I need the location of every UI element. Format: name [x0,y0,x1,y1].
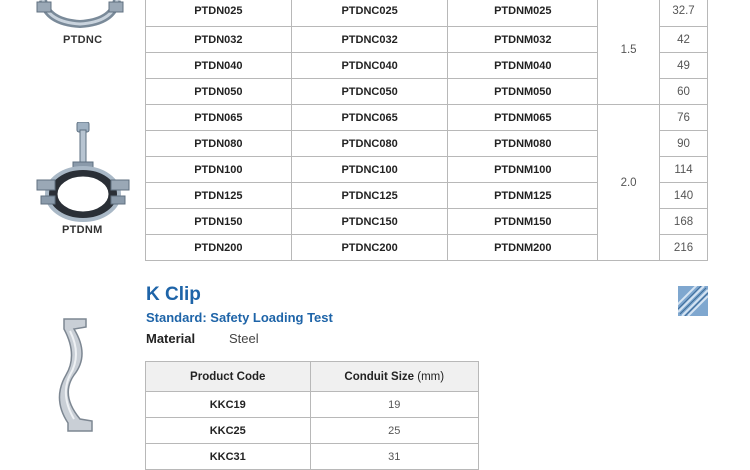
ptdnc-label: PTDNC [63,34,103,46]
ptdnc-code: PTDNC032 [291,27,448,53]
ptdnc-code: PTDNC125 [291,183,448,209]
ptdnc-clamp-image [35,0,125,30]
thickness-cell: 2.0 [598,105,660,261]
ptdnm-code: PTDNM032 [448,27,598,53]
conduit-thumbnail [678,286,708,316]
ptdnm-code: PTDNM040 [448,53,598,79]
product-code: KKC19 [146,392,311,418]
ptdn-code: PTDN125 [146,183,292,209]
ptdnc-code: PTDNC025 [291,0,448,27]
ptdnm-code: PTDNM025 [448,0,598,27]
ptdnm-code: PTDNM080 [448,131,598,157]
ptdnm-code: PTDNM065 [448,105,598,131]
pipe-size: 76 [660,105,708,131]
ptdn-code: PTDN025 [146,0,292,27]
header-conduit-size [310,362,479,392]
product-code: KKC25 [146,418,311,444]
pipe-size: 140 [660,183,708,209]
pipe-size: 60 [660,79,708,105]
ptdn-code: PTDN200 [146,235,292,261]
header-conduit-size-label: Conduit Size [344,370,415,383]
pipe-size: 168 [660,209,708,235]
material-value: Steel [229,331,259,346]
pipe-size: 114 [660,157,708,183]
ptdn-code: PTDN050 [146,79,292,105]
ptdnm-code: PTDNM100 [448,157,598,183]
kclip-image [50,315,105,437]
ptdnm-code: PTDNM200 [448,235,598,261]
product-code: KKC31 [146,444,311,470]
pipe-size: 32.7 [660,0,708,27]
header-product-code: Product Code [146,362,311,392]
ptdnc-code: PTDNC040 [291,53,448,79]
pipe-size: 216 [660,235,708,261]
pipe-clamp-table [145,0,708,261]
ptdn-code: PTDN040 [146,53,292,79]
conduit-size: 31 [310,444,479,470]
ptdn-code: PTDN100 [146,157,292,183]
ptdn-code: PTDN080 [146,131,292,157]
pipe-size: 90 [660,131,708,157]
ptdnc-code: PTDNC050 [291,79,448,105]
table-header-row [146,362,479,392]
table-row [146,392,479,418]
table-row [146,0,708,27]
ptdn-code: PTDN065 [146,105,292,131]
kclip-table [145,361,479,470]
ptdn-code: PTDN150 [146,209,292,235]
table-row [146,105,708,131]
pipe-size: 42 [660,27,708,53]
table-row [146,444,479,470]
ptdnm-code: PTDNM050 [448,79,598,105]
table-row [146,418,479,444]
ptdnc-code: PTDNC065 [291,105,448,131]
ptdn-code: PTDN032 [146,27,292,53]
ptdnm-code: PTDNM125 [448,183,598,209]
kclip-title: K Clip [146,284,201,305]
pipe-size: 49 [660,53,708,79]
ptdnc-code: PTDNC200 [291,235,448,261]
ptdnm-code: PTDNM150 [448,209,598,235]
material-label: Material [146,331,196,346]
header-conduit-size-unit: (mm) [417,370,445,383]
conduit-size: 19 [310,392,479,418]
ptdnm-label: PTDNM [62,224,103,236]
conduit-size: 25 [310,418,479,444]
thickness-cell: 1.5 [598,0,660,105]
ptdnm-clamp-image [35,122,130,222]
ptdnc-code: PTDNC080 [291,131,448,157]
ptdnc-code: PTDNC150 [291,209,448,235]
ptdnc-code: PTDNC100 [291,157,448,183]
kclip-standard: Standard: Safety Loading Test [146,310,333,325]
